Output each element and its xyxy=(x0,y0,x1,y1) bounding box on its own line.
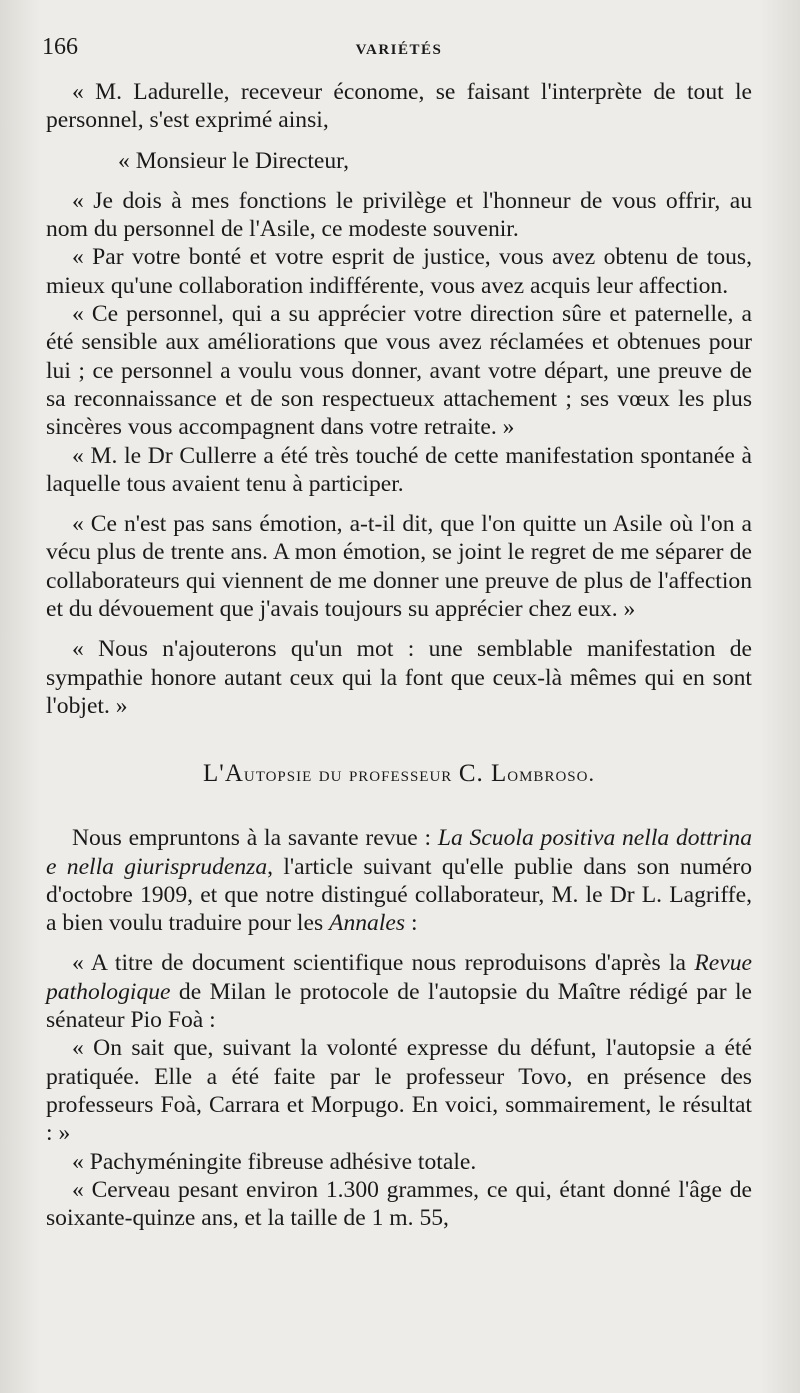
paragraph-emotion: « Ce n'est pas sans émotion, a-t-il dit, que l'on quitte un Asile où l'on a vécu plus de trente ans. A mon émotion, se joint le regret de me séparer de collaborateurs qui viennent de me donner une preuve de plus de l'affection et du dévouement que j'avais toujours su apprécier chez eux. » xyxy=(46,511,752,623)
body-text xyxy=(46,78,752,1232)
paragraph-pachymeningite: « Pachyméningite fibreuse adhésive totale. xyxy=(72,1148,477,1175)
paragraph-salutation: « Monsieur le Directeur, xyxy=(118,147,349,174)
paragraph-cerveau: « Cerveau pesant environ 1.300 grammes, ce qui, étant donné l'âge de soixante-quinze ans, et la taille de 1 m. 55, xyxy=(46,1176,752,1232)
section-heading: L'Autopsie du professeur C. Lombroso. xyxy=(203,760,595,788)
revue-title: Revue pathologique xyxy=(46,950,752,1005)
paragraph-conclusion: « Nous n'ajouterons qu'un mot : une semblable manifestation de sympathie honore autant ceux qui la font que ceux-là mêmes qui en sont l'objet. » xyxy=(46,636,752,719)
paragraph-autopsie: « On sait que, suivant la volonté expresse du défunt, l'autopsie a été pratiquée. Elle a été faite par le professeur Tovo, en présence des professeurs Foà, Carrara et Morpugo. En voici, sommairement, le résultat : » xyxy=(46,1035,752,1147)
journal-title: La Scuola positiva nella dottrina e nella giurisprudenza xyxy=(46,825,752,880)
paragraph-intro: Nous empruntons à la savante revue : La Scuola positiva nella dottrina e nella giurisprudenza, l'article suivant qu'elle publie dans son numéro d'octobre 1909, et que notre distingué collaborateur, M. le Dr L. Lagriffe, a bien voulu traduire pour les Annales : xyxy=(46,825,752,937)
paragraph-cullerre: « M. le Dr Cullerre a été très touché de cette manifestation spontanée à laquelle tous avaient tenu à participer. xyxy=(46,442,752,497)
paragraph-personnel: « Ce personnel, qui a su apprécier votre direction sûre et paternelle, a été sensible aux améliorations que vous avez réclamées et obtenues pour lui ; ce personnel a voulu vous donner, avant votre départ, une preuve de sa reconnaissance et de son respectueux attachement ; ses vœux les plus sincères vous accompagnent dans votre retraite. » xyxy=(46,301,752,441)
page-number: 166 xyxy=(42,34,78,60)
running-title: VARIÉTÉS xyxy=(355,42,443,58)
paragraph-document: « A titre de document scientifique nous reproduisons d'après la Revue pathologique de Milan le protocole de l'autopsie du Maître rédigé par le sénateur Pio Foà : xyxy=(46,950,752,1034)
paragraph-ladurelle: « M. Ladurelle, receveur économe, se faisant l'interprète de tout le personnel, s'est exprimé ainsi, xyxy=(46,79,752,134)
paragraph-bonte: « Par votre bonté et votre esprit de justice, vous avez obtenu de tous, mieux qu'une collaboration indifférente, vous avez acquis leur affection. xyxy=(46,244,752,299)
running-head xyxy=(42,32,752,78)
paragraph-privilege: « Je dois à mes fonctions le privilège et l'honneur de vous offrir, au nom du personnel de l'Asile, ce modeste souvenir. xyxy=(46,187,752,243)
annales-title: Annales xyxy=(329,910,406,937)
